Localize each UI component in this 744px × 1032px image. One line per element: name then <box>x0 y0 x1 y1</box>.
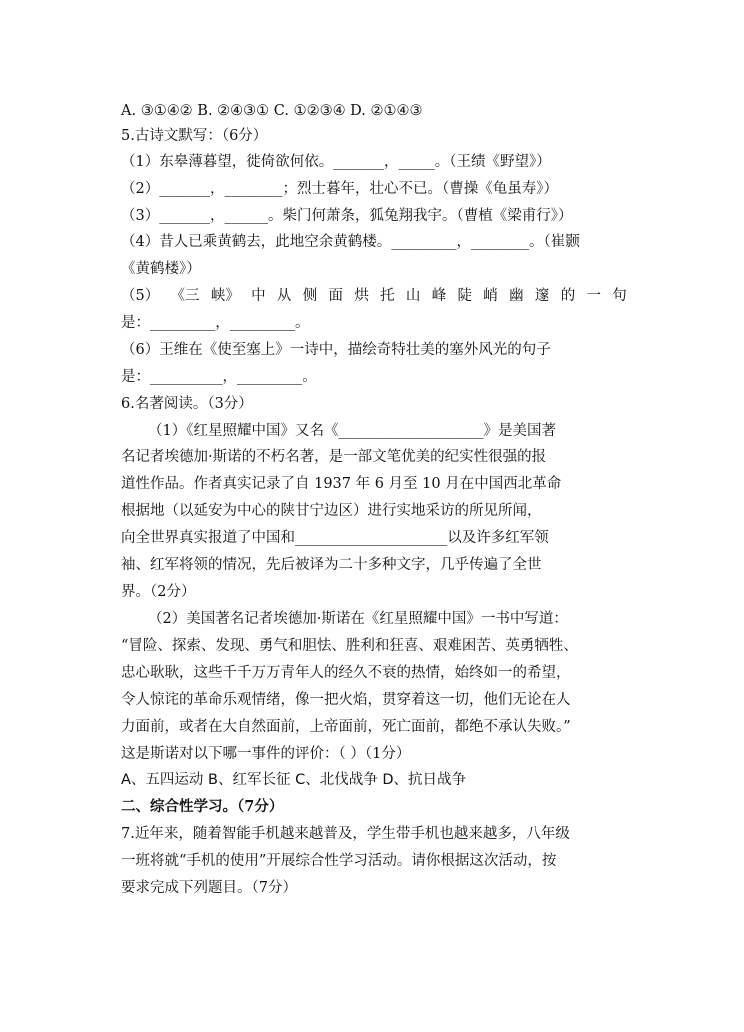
q6-2-line-1: （2）美国著名记者埃德加·斯诺在《红星照耀中国》一书中写道： <box>148 611 568 627</box>
q6-1-line-2: 名记者埃德加·斯诺的不朽名著，是一部文笔优美的纪实性很强的报 <box>121 449 547 465</box>
q6-2-line-6: 这是斯诺对以下哪一事件的评价：（ ）（1分） <box>121 746 411 762</box>
q6-2-line-2: “冒险、探索、发现、勇气和胆怯、胜利和狂喜、艰难困苦、英勇牺牲、 <box>121 638 578 654</box>
q5-item-6-line-1: （6）王维在《使至塞上》一诗中，描绘奇特壮美的塞外风光的句子 <box>121 342 551 358</box>
q6-2-line-4: 令人惊诧的革命乐观情绪，像一把火焰，贯穿着这一切，他们无论在人 <box>121 692 571 708</box>
q5-item-5-line-1: （5） 《三 峡》 中 从 侧 面 烘 托 山 峰 陡 峭 幽 邃 的 一 句 <box>121 288 627 304</box>
q6-1-line-4: 根据地（以延安为中心的陕甘宁边区）进行实地采访的所见所闻， <box>121 503 542 519</box>
q4-options: A. ③①④② B. ②④③① C. ①②③④ D. ②①④③ <box>121 103 423 119</box>
q5-item-4-line-1: （4）昔人已乘黄鹤去，此地空余黄鹤楼。_________，________。（崔颢 <box>121 234 580 250</box>
q5-item-4-line-2: 《黄鹤楼》） <box>121 261 201 277</box>
q6-1-line-6: 袖、红军将领的情况，先后被译为二十多种文字，几乎传遍了全世 <box>121 557 542 573</box>
section-2-title: 二、综合性学习。（7分） <box>121 798 284 815</box>
q5-item-6-line-2: 是：__________，_________。 <box>121 369 317 385</box>
q6-2-line-5: 力面前，或者在大自然面前，上帝面前，死亡面前，都绝不承认失败。” <box>121 719 571 735</box>
q6-title: 6.名著阅读。（3分） <box>121 396 253 412</box>
q6-1-line-5: 向全世界真实报道了中国和_____________________以及许多红军领 <box>121 530 549 546</box>
q5-item-1: （1）东皋薄暮望，徙倚欲何依。_______，_____。（王绩《野望》） <box>121 154 551 170</box>
q5-title: 5.古诗文默写：（6分） <box>121 128 268 144</box>
q6-1-line-3: 道性作品。作者真实记录了自 1937 年 6 月至 10 月在中国西北革命 <box>121 476 562 492</box>
q7-line-1: 7.近年来，随着智能手机越来越普及，学生带手机也越来越多，八年级 <box>121 826 570 842</box>
q5-item-3: （3）_______，______。柴门何萧条，狐兔翔我宇。（曹植《梁甫行》） <box>121 208 573 224</box>
q5-item-5-line-2: 是：_________，_________。 <box>121 315 310 331</box>
q7-line-2: 一班将就“手机的使用”开展综合性学习活动。请你根据这次活动，按 <box>121 853 557 869</box>
q5-item-2: （2）_______，________；烈士暮年，壮心不已。（曹操《龟虽寿》） <box>121 181 558 197</box>
q7-line-3: 要求完成下列题目。（7分） <box>121 880 297 896</box>
q6-2-line-3: 忠心耿耿，这些千千万万青年人的经久不衰的热情，始终如一的希望， <box>121 665 571 681</box>
q6-1-line-7: 界。（2分） <box>121 584 196 600</box>
q6-1-line-1: （1）《红星照耀中国》又名《____________________》是美国著 <box>148 423 556 439</box>
q6-2-options: A、五四运动 B、红军长征 C、北伐战争 D、抗日战争 <box>121 772 466 788</box>
